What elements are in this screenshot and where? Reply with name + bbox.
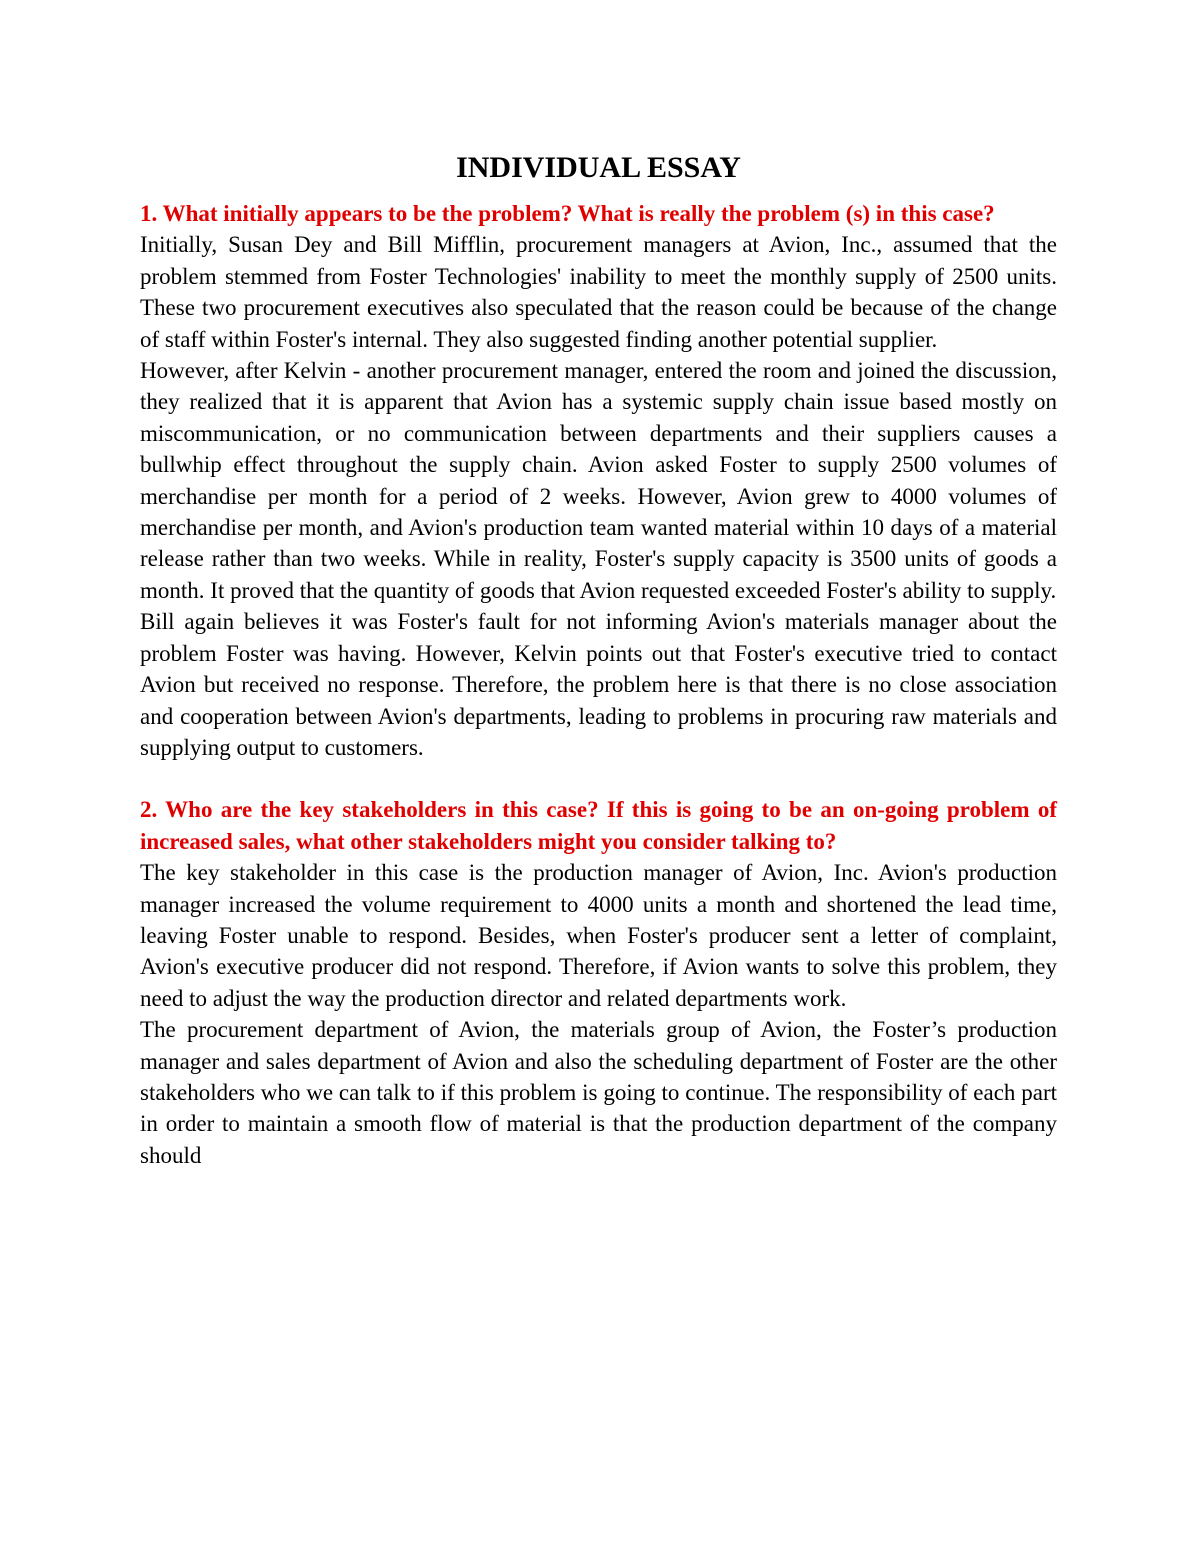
question-2: 2. Who are the key stakeholders in this case? If this is going to be an on-going problem of increased sales, what other stakeholders might you consider talking to?: [140, 797, 1057, 854]
answer-1-paragraph-2: However, after Kelvin - another procurement manager, entered the room and joined the discussion, they realized that it is apparent that Avion has a systemic supply chain issue based mostly on miscommunication, or no communication between departments and their suppliers causes a bullwhip effect throughout the supply chain. Avion asked Foster to supply 2500 volumes of merchandise per month for a period of 2 weeks. However, Avion grew to 4000 volumes of merchandise per month, and Avion's production team wanted material within 10 days of a material release rather than two weeks. While in reality, Foster's supply capacity is 3500 units of goods a month. It proved that the quantity of goods that Avion requested exceeded Foster's ability to supply.: [140, 358, 1057, 603]
answer-1-paragraph-1: Initially, Susan Dey and Bill Mifflin, procurement managers at Avion, Inc., assumed that the problem stemmed from Foster Technologies' inability to meet the monthly supply of 2500 units. These two procurement executives also speculated that the reason could be because of the change of staff within Foster's internal. They also suggested finding another potential supplier.: [140, 232, 1057, 352]
essay-title: INDIVIDUAL ESSAY: [456, 151, 741, 184]
question-1: 1. What initially appears to be the problem? What is really the problem (s) in this case?: [140, 201, 995, 226]
answer-2-paragraph-2: The procurement department of Avion, the materials group of Avion, the Foster’s production manager and sales department of Avion and also the scheduling department of Foster are the other stakeholders who we can talk to if this problem is going to continue. The responsibility of each part in order to maintain a smooth flow of material is that the production department of the company should: [140, 1017, 1057, 1168]
section-spacer: [140, 763, 1057, 794]
answer-2-paragraph-1: The key stakeholder in this case is the production manager of Avion, Inc. Avion's production manager increased the volume requirement to 4000 units a month and shortened the lead time, leaving Foster unable to respond. Besides, when Foster's producer sent a letter of complaint, Avion's executive producer did not respond. Therefore, if Avion wants to solve this problem, they need to adjust the way the production director and related departments work.: [140, 860, 1057, 1011]
essay-page: [140, 140, 1057, 1171]
answer-1-paragraph-3: Bill again believes it was Foster's fault for not informing Avion's materials manager about the problem Foster was having. However, Kelvin points out that Foster's executive tried to contact Avion but received no response. Therefore, the problem here is that there is no close association and cooperation between Avion's departments, leading to problems in procuring raw materials and supplying output to customers.: [140, 609, 1057, 760]
